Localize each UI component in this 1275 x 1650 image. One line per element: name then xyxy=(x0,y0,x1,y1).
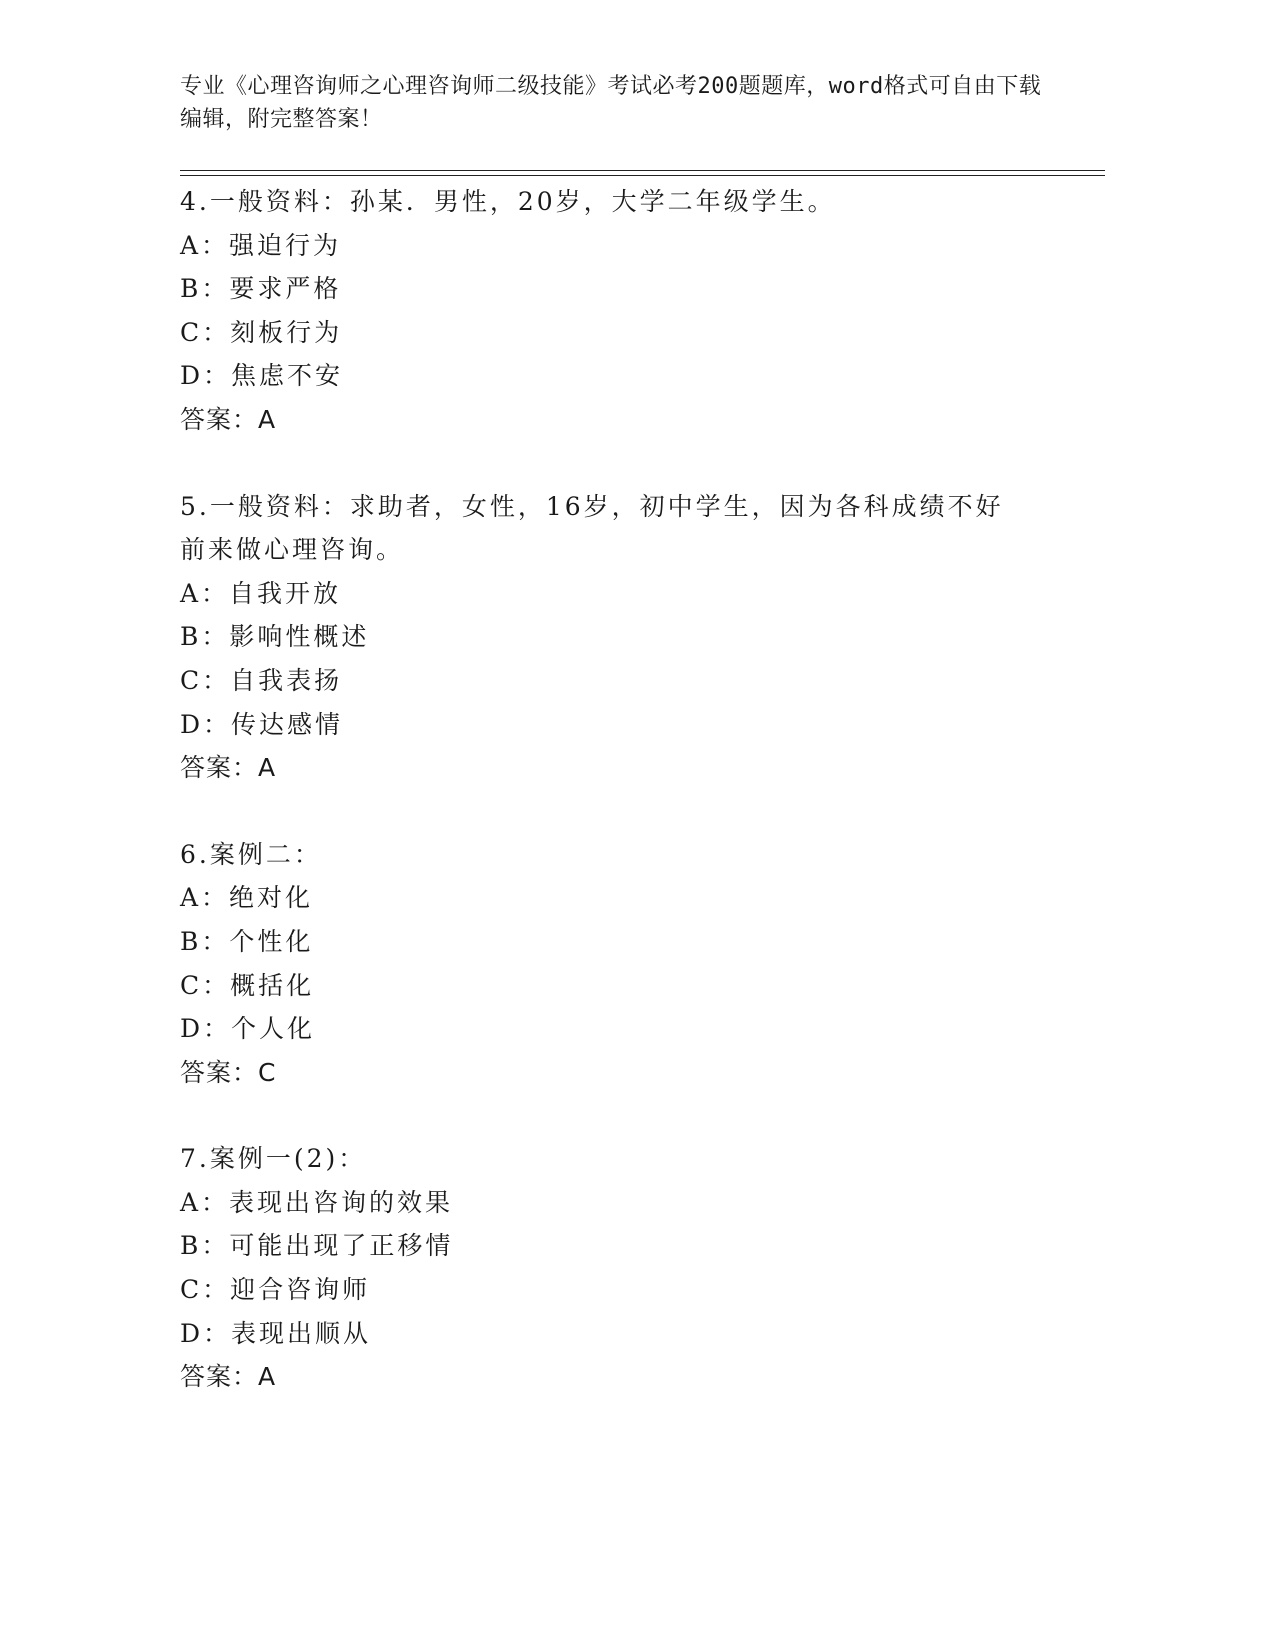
question-list xyxy=(180,180,1080,1442)
option-d: D：传达感情 xyxy=(180,709,344,739)
option-d: D：焦虑不安 xyxy=(180,361,344,391)
header-divider-bottom xyxy=(180,175,1105,176)
option-d: D：表现出顺从 xyxy=(180,1318,372,1348)
option-c: C：刻板行为 xyxy=(180,317,343,347)
header-divider-top xyxy=(180,170,1105,171)
question-stem: 7.案例一(2)： xyxy=(180,1144,367,1174)
answer-text: 答案：A xyxy=(180,753,277,783)
document-header: 专业《心理咨询师之心理咨询师二级技能》考试必考200题题库，word格式可自由下载编辑，附完整答案！ xyxy=(180,74,1042,132)
option-a: A：强迫行为 xyxy=(180,230,342,260)
option-a: A：自我开放 xyxy=(180,578,342,608)
question-stem: 5.一般资料：求助者，女性，16岁，初中学生，因为各科成绩不好前来做心理咨询。 xyxy=(180,491,1004,565)
question-item xyxy=(180,1137,1080,1399)
option-d: D：个人化 xyxy=(180,1014,316,1044)
option-b: B：要求严格 xyxy=(180,274,342,304)
option-c: C：迎合咨询师 xyxy=(180,1275,371,1305)
option-c: C：自我表扬 xyxy=(180,665,343,695)
option-b: B：可能出现了正移情 xyxy=(180,1231,454,1261)
question-stem: 6.案例二： xyxy=(180,839,322,869)
question-item xyxy=(180,180,1080,442)
answer-text: 答案：C xyxy=(180,1057,277,1087)
answer-text: 答案：A xyxy=(180,1362,277,1392)
option-a: A：表现出咨询的效果 xyxy=(180,1187,454,1217)
question-stem: 4.一般资料：孙某．男性，20岁，大学二年级学生。 xyxy=(180,187,836,216)
question-item xyxy=(180,485,1080,790)
option-c: C：概括化 xyxy=(180,970,315,1000)
answer-text: 答案：A xyxy=(180,404,277,434)
option-a: A：绝对化 xyxy=(180,883,314,913)
question-item xyxy=(180,833,1080,1095)
option-b: B：影响性概述 xyxy=(180,622,370,652)
option-b: B：个性化 xyxy=(180,926,314,956)
